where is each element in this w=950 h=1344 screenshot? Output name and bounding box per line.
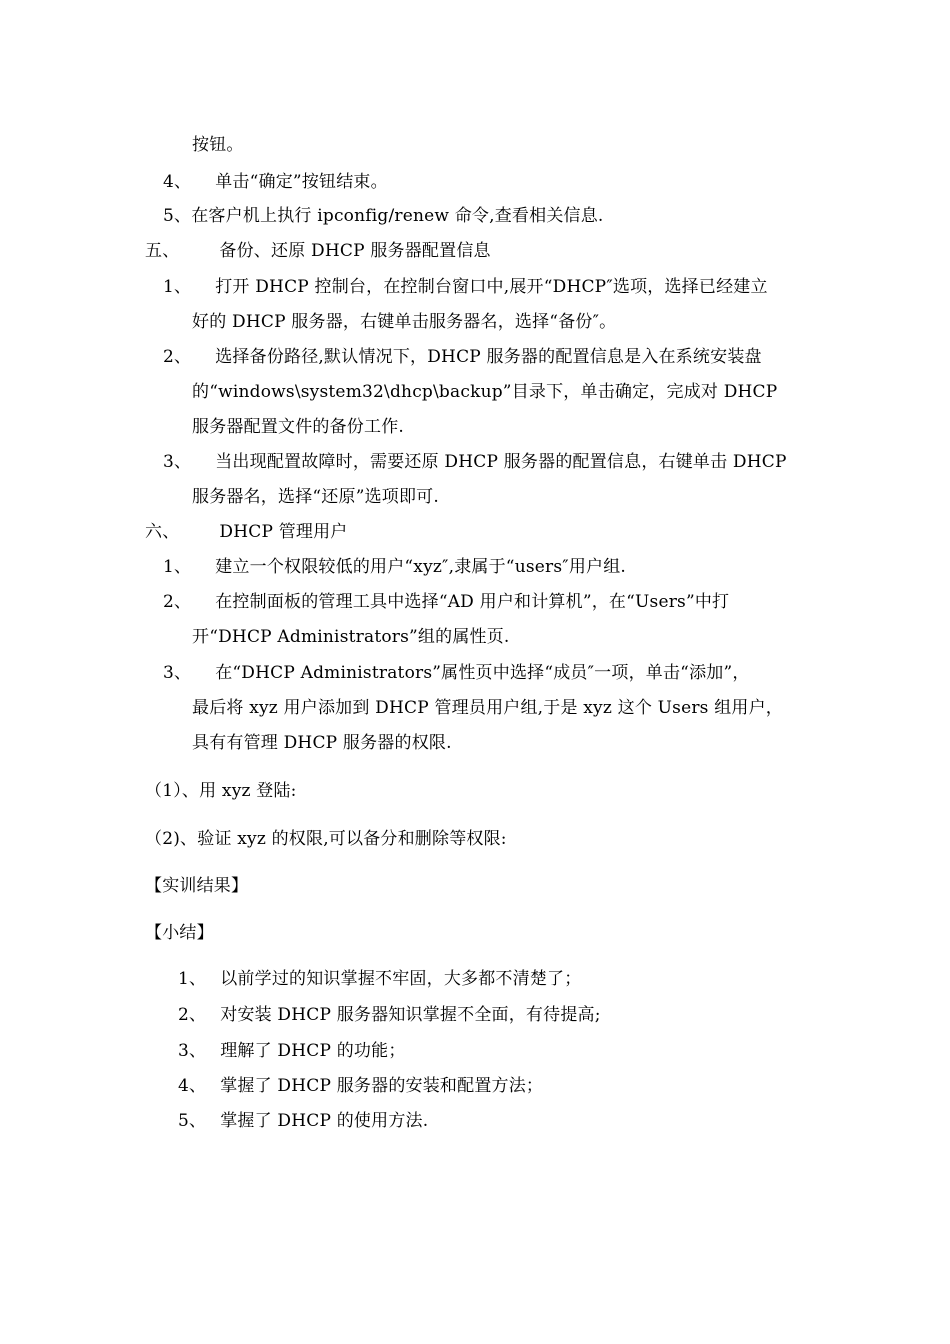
paragraph-text: （2)、验证 xyz 的权限,可以备分和删除等权限:	[145, 829, 507, 849]
text-line	[192, 696, 783, 720]
list-number: 3、	[163, 663, 192, 683]
list-number: 1、	[163, 277, 192, 297]
list-number: 2、	[163, 347, 192, 367]
list-number: 1、	[163, 557, 192, 577]
list-number: 2、	[178, 1005, 207, 1025]
text-line	[192, 485, 439, 509]
list-item	[163, 275, 768, 299]
list-text: 当出现配置故障时，需要还原 DHCP 服务器的配置信息，右键单击 DHCP	[215, 452, 787, 472]
list-item	[163, 170, 388, 194]
list-text: 对安装 DHCP 服务器知识掌握不全面，有待提高;	[220, 1005, 601, 1025]
list-item	[163, 450, 787, 474]
text-line	[192, 731, 452, 755]
line-text: 5、在客户机上执行 ipconfig/renew 命令,查看相关信息.	[163, 206, 604, 226]
list-item	[163, 345, 762, 369]
summary-heading	[145, 921, 214, 945]
list-item	[163, 555, 626, 579]
text-line	[192, 415, 404, 439]
list-number: 2、	[163, 592, 192, 612]
summary-item	[178, 967, 581, 991]
list-text: 在“DHCP Administrators”属性页中选择“成员″一项，单击“添加”，	[215, 663, 750, 683]
list-text: 打开 DHCP 控制台，在控制台窗口中,展开“DHCP″选项，选择已经建立	[215, 277, 768, 297]
paragraph	[145, 827, 507, 851]
list-number: 5、	[178, 1111, 207, 1131]
text-line	[192, 133, 244, 157]
line-text: 按钮。	[192, 135, 244, 155]
section-title: 备份、还原 DHCP 服务器配置信息	[219, 241, 491, 261]
list-item	[163, 661, 750, 685]
list-text: 建立一个权限较低的用户“xyz″,隶属于“users″用户组.	[215, 557, 627, 577]
line-text: 服务器名，选择“还原”选项即可.	[192, 487, 439, 507]
list-text: 理解了 DHCP 的功能；	[220, 1041, 406, 1061]
summary-item	[178, 1074, 543, 1098]
line-text: 最后将 xyz 用户添加到 DHCP 管理员用户组,于是 xyz 这个 Users 组用户，	[192, 698, 783, 718]
line-text: 具有有管理 DHCP 服务器的权限.	[192, 733, 452, 753]
heading-text: 【实训结果】	[145, 876, 249, 896]
section-heading-5	[145, 239, 491, 263]
text-line	[192, 380, 777, 404]
result-heading	[145, 874, 248, 898]
line-text: 开“DHCP Administrators”组的属性页.	[192, 627, 510, 647]
text-line	[163, 204, 604, 228]
list-text: 掌握了 DHCP 的使用方法.	[220, 1111, 429, 1131]
paragraph-text: （1）、用 xyz 登陆:	[145, 781, 297, 801]
list-number: 1、	[178, 969, 207, 989]
list-text: 单击“确定”按钮结束。	[215, 172, 388, 192]
list-text: 选择备份路径,默认情况下，DHCP 服务器的配置信息是入在系统安装盘	[215, 347, 762, 367]
section-number: 五、	[145, 241, 180, 261]
summary-item	[178, 1109, 428, 1133]
section-heading-6	[145, 520, 348, 544]
summary-item	[178, 1003, 601, 1027]
heading-text: 【小结】	[145, 923, 214, 943]
list-number: 4、	[163, 172, 192, 192]
line-text: 的“windows\system32\dhcp\backup”目录下，单击确定，完成对 DHCP	[192, 382, 778, 402]
section-number: 六、	[145, 522, 180, 542]
line-text: 好的 DHCP 服务器，右键单击服务器名，选择“备份″。	[192, 312, 617, 332]
text-line	[192, 625, 510, 649]
list-number: 3、	[178, 1041, 207, 1061]
list-number: 4、	[178, 1076, 207, 1096]
summary-item	[178, 1039, 406, 1063]
list-text: 以前学过的知识掌握不牢固，大多都不清楚了；	[220, 969, 582, 989]
paragraph	[145, 779, 297, 803]
section-title: DHCP 管理用户	[219, 522, 348, 542]
line-text: 服务器配置文件的备份工作.	[192, 417, 405, 437]
list-item	[163, 590, 729, 614]
list-number: 3、	[163, 452, 192, 472]
list-text: 在控制面板的管理工具中选择“AD 用户和计算机”，在“Users”中打	[215, 592, 730, 612]
text-line	[192, 310, 616, 334]
list-text: 掌握了 DHCP 服务器的安装和配置方法；	[220, 1076, 544, 1096]
